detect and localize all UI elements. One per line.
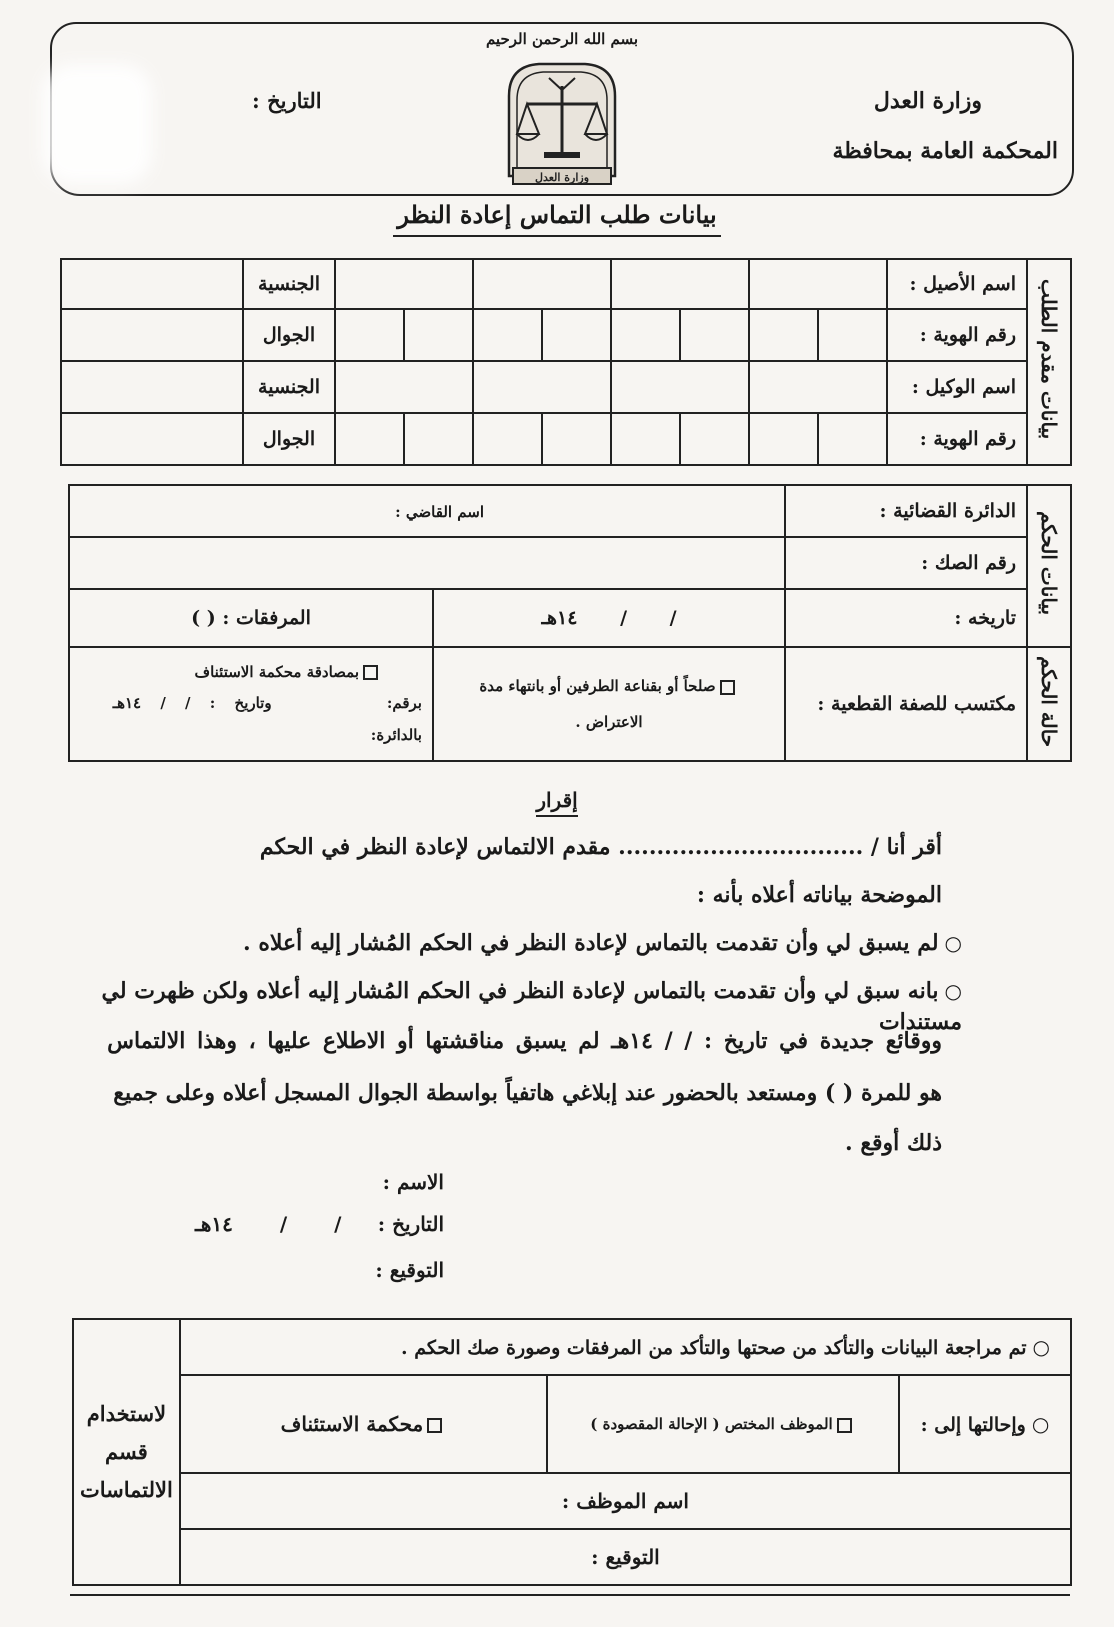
final-label: مكتسب للصفة القطعية : [785,647,1027,761]
signer-name-label: الاسم : [382,1170,444,1194]
name-cell[interactable] [473,259,611,309]
name-cell[interactable] [749,361,887,413]
checkbox-icon[interactable] [363,665,378,680]
employee-name-field[interactable]: اسم الموظف : [180,1473,1071,1529]
judgment-section-label: بيانات الحكم [1027,485,1071,647]
nationality-label: الجنسية [243,361,335,413]
name-cell[interactable] [335,259,473,309]
id-digit-cell[interactable] [542,413,611,465]
declaration-option-second-line4: ذلك أوقع . [845,1130,942,1156]
bottom-rule [70,1594,1070,1596]
ministry-logo-icon [499,56,625,186]
header-frame [50,22,1074,196]
office-use-table [72,1318,1072,1586]
id-digit-cell[interactable] [749,309,818,361]
header-date-label: التاريخ : [252,88,322,113]
deed-date-field[interactable]: / / ١٤هـ [433,589,785,647]
form-title: بيانات طلب التماس إعادة النظر [0,200,1114,237]
id-digit-cell[interactable] [611,309,680,361]
signer-date-value[interactable]: / / ١٤هـ [195,1212,342,1236]
nationality-label: الجنسية [243,259,335,309]
declaration-line-1: أقر أنا / ................................ مقدم الالتماس لإعادة النظر في الحكم [259,834,942,860]
court-name: المحكمة العامة بمحافظة [832,138,1058,164]
field-label: اسم الوكيل : [887,361,1027,413]
nationality-field[interactable] [61,259,243,309]
deed-date-label: تاريخه : [785,589,1027,647]
deed-number-field[interactable] [69,537,785,589]
field-label: رقم الهوية : [887,413,1027,465]
signer-date-label: التاريخ : [377,1212,444,1236]
judgment-table [68,484,1072,762]
declaration-option-second[interactable]: ○بانه سبق لي وأن تقدمت بالتماس لإعادة النظر في الحكم المُشار إليه أعلاه ولكن ظهرت لي مستندات [101,978,962,1035]
id-digit-cell[interactable] [335,413,404,465]
id-digit-cell[interactable] [473,309,542,361]
review-option[interactable]: ○تم مراجعة البيانات والتأكد من صحتها والتأكد من المرفقات وصورة صك الحكم . [180,1319,1071,1375]
radio-icon[interactable]: ○ [944,931,962,955]
referral-option[interactable]: ○وإحالتها إلى : [899,1375,1071,1473]
applicant-section-label: بيانات مقدم الطلب [1027,259,1071,465]
name-cell[interactable] [473,361,611,413]
checkbox-icon[interactable] [837,1418,852,1433]
ministry-name: وزارة العدل [873,88,982,114]
declaration-option-second-line2: ووقائع جديدة في تاريخ : / / ١٤هـ لم يسبق مناقشتها أو الاطلاع عليها ، وهذا الالتماس [107,1028,942,1054]
employee-signature-field[interactable]: التوقيع : [180,1529,1071,1585]
id-digit-cell[interactable] [542,309,611,361]
id-digit-cell[interactable] [818,309,887,361]
referral-appeal-option[interactable]: محكمة الاستئناف [180,1375,547,1473]
id-digit-cell[interactable] [404,413,473,465]
name-cell[interactable] [611,259,749,309]
final-option-settlement[interactable]: صلحاً أو بقناعة الطرفين أو بانتهاء مدة الاعتراض . [433,647,785,761]
basmala: بسم الله الرحمن الرحيم [485,30,639,48]
id-digit-cell[interactable] [818,413,887,465]
logo-text: وزارة العدل [534,171,590,184]
radio-icon[interactable]: ○ [1032,1335,1050,1359]
judge-name-field[interactable]: اسم القاضي : [69,485,785,537]
id-digit-cell[interactable] [749,413,818,465]
declaration-option-second-line3: هو للمرة ( ) ومستعد بالحضور عند إبلاغي هاتفياً بواسطة الجوال المسجل أعلاه وعلى جميع [113,1080,942,1106]
appeal-circuit-label: بالدائرة: [370,725,422,744]
id-digit-cell[interactable] [680,309,749,361]
mobile-field[interactable] [61,413,243,465]
appeal-number-label: برقم: [386,694,422,713]
declaration-option-first[interactable]: ○لم يسبق لي وأن تقدمت بالتماس لإعادة النظر في الحكم المُشار إليه أعلاه . [243,930,962,956]
mobile-field[interactable] [61,309,243,361]
office-side-label: لاستخدام قسم الالتماسات [73,1319,180,1585]
name-cell[interactable] [611,361,749,413]
radio-icon[interactable]: ○ [944,979,962,1003]
id-digit-cell[interactable] [404,309,473,361]
deed-number-label: رقم الصك : [785,537,1027,589]
radio-icon[interactable]: ○ [1031,1412,1050,1436]
id-digit-cell[interactable] [680,413,749,465]
attachments-field[interactable]: المرفقات : ( ) [69,589,433,647]
checkbox-icon[interactable] [720,680,735,695]
checkbox-icon[interactable] [427,1418,442,1433]
referral-employee-option[interactable]: الموظف المختص ( الإحالة المقصودة ) [547,1375,899,1473]
applicant-table [60,258,1072,466]
mobile-label: الجوال [243,309,335,361]
final-option-appeal[interactable]: بمصادقة محكمة الاستئناف برقم: وتاريخ : / / ١٤هـ بالدائرة: [69,647,433,761]
name-cell[interactable] [749,259,887,309]
signer-signature-label: التوقيع : [375,1258,444,1282]
id-digit-cell[interactable] [611,413,680,465]
nationality-field[interactable] [61,361,243,413]
declaration-line-2: الموضحة بياناته أعلاه بأنه : [696,882,942,908]
field-label: اسم الأصيل : [887,259,1027,309]
status-section-label: حالة الحكم [1027,647,1071,761]
field-label: رقم الهوية : [887,309,1027,361]
redacted-area [42,64,152,184]
circuit-label: الدائرة القضائية : [785,485,1027,537]
id-digit-cell[interactable] [335,309,404,361]
mobile-label: الجوال [243,413,335,465]
name-cell[interactable] [335,361,473,413]
id-digit-cell[interactable] [473,413,542,465]
appeal-date[interactable]: وتاريخ : / / ١٤هـ [112,694,272,713]
declaration-title: إقرار [0,788,1114,812]
